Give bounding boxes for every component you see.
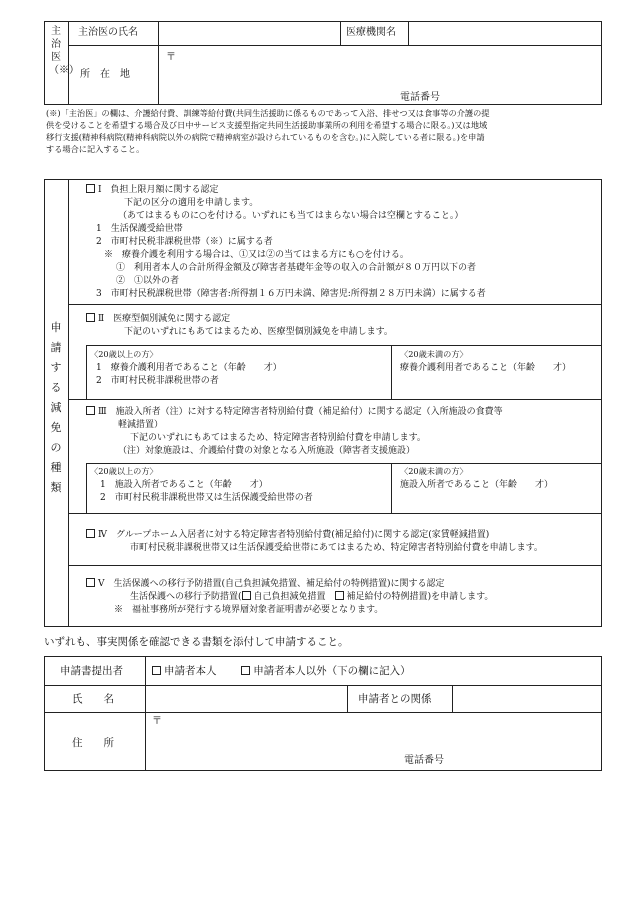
doctor-postal-mark: 〒 (166, 52, 176, 63)
doctor-name-label-divider (158, 21, 159, 105)
submitter-address-field[interactable] (164, 714, 598, 750)
section3-right-line-1: 施設入所者であること（年齢 才） (400, 480, 554, 490)
section2-subtable-left (86, 345, 87, 399)
section3-checkbox[interactable] (86, 406, 95, 415)
submitter-label-divider (145, 656, 146, 771)
doctor-row-divider (68, 45, 602, 46)
doctor-institution-divider-right (408, 21, 409, 45)
doctor-note-line-4: する場合に記入すること。 (46, 144, 145, 154)
section5-line: 生活保護への移行予防措置( 自己負担減免措置 補足給付の特例措置)を申請します。 (130, 592, 494, 602)
section5-opt1-checkbox[interactable] (242, 591, 251, 600)
section2-right-header: 〈20歳未満の方〉 (400, 349, 468, 359)
submitter-label: 申請書提出者 (60, 665, 123, 677)
submitter-postal-mark: 〒 (152, 716, 162, 727)
section1-line-7: ② ①以外の者 (116, 276, 180, 286)
doctor-note-line-2: 供を受けることを希望する場合及び日中サービス支援型指定共同生活援助事業所の利用を希望する場合に限る。)又は地域 (46, 120, 488, 130)
relation-divider-right (452, 685, 453, 712)
section2-left-header: 〈20歳以上の方〉 (90, 349, 158, 359)
reduction-side-divider (68, 179, 69, 627)
submitter-phone-label: 電話番号 (404, 755, 444, 766)
section5-opt2-checkbox[interactable] (335, 591, 344, 600)
section3-title: Ⅲ 施設入所者（注）に対する特定障害者特別給付費（補足給付）に関する認定（入所施設の食費等 (86, 406, 503, 418)
submitter-self-label: 申請者本人 (164, 665, 217, 677)
submitter-name-label: 氏 名 (72, 693, 114, 705)
section3-subtable-top (86, 463, 602, 464)
submitter-address-label: 住 所 (72, 737, 114, 749)
section2-left-line-1: 1 療養介護利用者であること（年齢 才） (96, 363, 282, 373)
section3-left-line-2: 2 市町村民税非課税世帯又は生活保護受給世帯の者 (100, 493, 313, 503)
section2-left-line-2: 2 市町村民税非課税世帯の者 (96, 376, 219, 386)
submitter-other-checkbox[interactable] (241, 666, 250, 675)
doctor-phone-label: 電話番号 (400, 92, 440, 103)
doctor-side-label: 主治医（※） (49, 26, 79, 76)
doctor-institution-divider-left (340, 21, 341, 45)
doctor-address-field[interactable] (178, 48, 598, 88)
section4-checkbox[interactable] (86, 529, 95, 538)
section3-right-header: 〈20歳未満の方〉 (400, 466, 468, 476)
section3-line: 下記のいずれにもあてはまるため、特定障害者特別給付費を申請します。 (130, 433, 426, 443)
submitter-name-field[interactable] (148, 688, 344, 710)
section5-note: ※ 福祉事務所が発行する境界層対象者証明書が必要となります。 (114, 605, 384, 615)
section5-title: Ⅴ 生活保護への移行予防措置(自己負担減免措置、補足給付の特例措置)に関する認定 (86, 578, 445, 590)
section1-line-6: ① 利用者本人の合計所得金額及び障害者基礎年金等の収入の合計額が８０万円以下の者 (116, 263, 477, 273)
relation-label: 申請者との関係 (358, 693, 432, 705)
section3-left-header: 〈20歳以上の方〉 (90, 466, 158, 476)
section1-line-1: 下記の区分の適用を申請します。 (124, 198, 259, 208)
doctor-note-line-3: 移行支援(精神科病院(精神科病院以外の病院で精神病室が設けられているものを含む。)に入院している者に限る。)を申請 (46, 132, 485, 142)
section1-line-2: （あてはまるものに○を付ける。いずれにも当てはまらない場合は空欄とすること。） (118, 211, 464, 221)
institution-field[interactable] (410, 23, 600, 43)
submitter-other-label: 申請者本人以外（下の欄に記入） (253, 665, 411, 677)
section2-subtable-bottom (68, 399, 602, 400)
section2-line: 下記のいずれにもあてはまるため、医療型個別減免を申請します。 (124, 327, 393, 337)
section1-line-8: 3 市町村民税課税世帯（障害者:所得割１６万円未満、障害児:所得割２８万円未満）に属する者 (96, 289, 486, 299)
section4-line: 市町村民税非課税世帯又は生活保護受給世帯にあてはまるため、特定障害者特別給付費を申請します。 (130, 543, 543, 553)
doctor-address-label: 所 在 地 (80, 69, 130, 80)
section2-subtable-top (86, 345, 602, 346)
institution-label: 医療機関名 (346, 27, 396, 38)
section-divider-4 (68, 565, 602, 566)
section1-title: Ⅰ 負担上限月額に関する認定 (86, 184, 219, 196)
submitter-row-divider-2 (44, 712, 602, 713)
section1-checkbox[interactable] (86, 184, 95, 193)
reduction-side-label: 申請する減免の種類 (50, 321, 62, 494)
section5-checkbox[interactable] (86, 578, 95, 587)
section3-note: （注）対象施設は、介護給付費の対象となる入所施設（障害者支援施設） (118, 446, 416, 456)
section1-line-5: ※ 療養介護を利用する場合は、①又は②の当てはまる方にも○を付ける。 (104, 250, 409, 260)
section-divider-1 (68, 304, 602, 305)
doctor-name-field[interactable] (160, 23, 338, 43)
doctor-note-line-1: (※)「主治医」の欄は、介護給付費、訓練等給付費(共同生活援助に係るものであって入浴、排せつ又は食事等の介護の提 (46, 108, 490, 118)
doctor-name-label: 主治医の氏名 (78, 27, 138, 38)
section1-line-3: 1 生活保護受給世帯 (96, 224, 183, 234)
submitter-options (152, 664, 411, 678)
section3-subtable-left (86, 463, 87, 513)
section3-title-2: 軽減措置） (118, 420, 164, 430)
section3-left-line-1: 1 施設入所者であること（年齢 才） (100, 480, 268, 490)
section4-title: Ⅳ グループホーム入居者に対する特定障害者特別給付費(補足給付)に関する認定(家賃軽減措置) (86, 529, 489, 541)
attach-note: いずれも、事実関係を確認できる書類を添付して申請すること。 (44, 636, 349, 648)
doctor-side-divider (68, 21, 69, 105)
section3-subtable-bottom (68, 513, 602, 514)
submitter-row-divider-1 (44, 685, 602, 686)
relation-divider-left (347, 685, 348, 712)
section2-right-line-1: 療養介護利用者であること（年齢 才） (400, 363, 572, 373)
submitter-self-checkbox[interactable] (152, 666, 161, 675)
relation-field[interactable] (455, 688, 599, 710)
section1-line-4: 2 市町村民税非課税世帯（※）に属する者 (96, 237, 273, 247)
section2-subtable-mid (391, 345, 392, 399)
section2-title: Ⅱ 医療型個別減免に関する認定 (86, 313, 230, 325)
section2-checkbox[interactable] (86, 313, 95, 322)
section3-subtable-mid (391, 463, 392, 513)
